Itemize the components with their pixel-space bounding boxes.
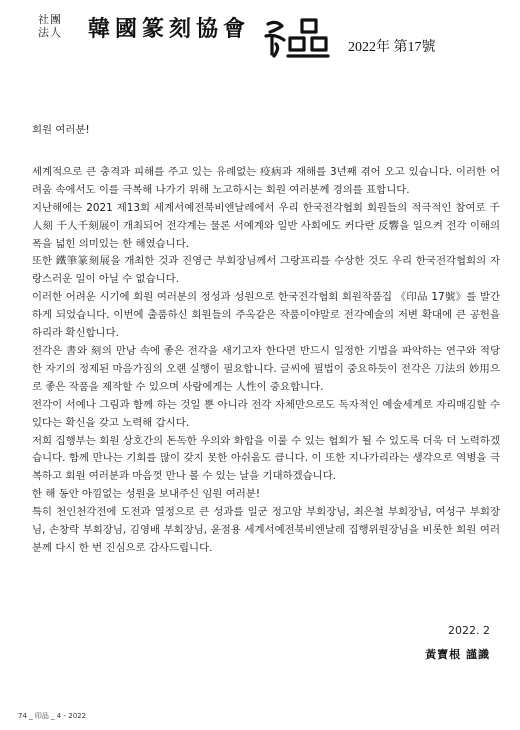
- corp-label: 社團法人: [38, 13, 62, 39]
- paragraph-7: 저희 집행부는 회원 상호간의 돈독한 우의와 화합을 이룰 수 있는 협회가 될 수 있도록 더욱 더 노력하겠습니다. 함께 만나는 기회를 많이 갖지 못한 아쉬움도 큽니다. 이 또한 지나가리라는 생각으로 역병을 극복하고 회원 여러분과 마음껏 만나 볼 수 있는 날을 기대하겠습니다.: [32, 434, 500, 483]
- seal-calligraphy-mark: [262, 16, 334, 60]
- greeting: 회원 여러분!: [32, 124, 90, 136]
- paragraph-5: 전각은 書와 刻의 만남 속에 좋은 전각을 새기고자 한다면 반드시 일정한 기법을 파악하는 연구와 적당한 자기의 정제된 마음가짐의 오랜 실행이 필요합니다. 글씨에 필법이 중요하듯이 전각은 刀法의 妙用으로 좋은 작품을 제작할 수 있으며 사람에게는 人性이 중요합니다.: [32, 344, 500, 393]
- signature-date: 2022. 2: [448, 624, 490, 637]
- paragraph-1: 세계적으로 큰 충격과 피해를 주고 있는 유례없는 疫病과 재해를 3년째 겪어 오고 있습니다. 이러한 어려움 속에서도 이를 극복해 나가기 위해 노고하시는 회원 여러분께 경의를 표합니다.: [32, 165, 500, 196]
- paragraph-3: 또한 鐵筆篆刻展을 개최한 것과 진영근 부회장님께서 그랑프리를 수상한 것도 우리 한국전각협회의 자랑스러운 일이 아닐 수 없습니다.: [32, 255, 500, 286]
- paragraph-6: 전각이 서예나 그림과 함께 하는 것일 뿐 아니라 전각 자체만으로도 독자적인 예술세계로 자리매김할 수 있다는 확신을 갖고 노력해 갑시다.: [32, 398, 500, 429]
- paragraph-9: 특히 천인천각전에 도전과 열정으로 큰 성과를 일군 정고암 부회장님, 최은철 부회장님, 여성구 부회장님, 손창락 부회장님, 김영배 부회장님, 윤점용 세계서예전북비엔날레 집행위원장님을 비롯한 회원 여러분께 다시 한 번 진심으로 감사드립니다.: [32, 506, 500, 554]
- page-footer: 74 _ 印品 _ 4 - 2022: [18, 712, 87, 720]
- letter-body: [32, 122, 500, 558]
- header: [0, 0, 520, 70]
- issue-label: 2022年 第17號: [348, 40, 436, 55]
- paragraph-8: 한 해 동안 아낌없는 성원을 보내주신 임원 여러분!: [32, 488, 261, 501]
- paragraph-2: 지난해에는 2021 제13회 세계서예전북비엔날레에서 우리 한국전각협회 회원들의 적극적인 참여로 千人刻 千人千刻展이 개최되어 전각계는 물론 서예계와 일반 사회에도 커다란 反響을 일으켜 전각 이해의 폭을 넓힌 의미있는 한 해였습니다.: [32, 201, 500, 250]
- org-name: 韓國篆刻協會: [88, 16, 251, 42]
- signature-name: 黃寶根 謹識: [425, 648, 490, 661]
- paragraph-4: 이러한 어려운 시기에 회원 여러분의 정성과 성원으로 한국전각협회 회원작품집 《印品 17號》를 발간하게 되었습니다. 이번에 출품하신 회원들의 주옥같은 작품이야말로 전각예술의 저변 확대에 큰 공헌을 하리라 확신합니다.: [32, 291, 500, 340]
